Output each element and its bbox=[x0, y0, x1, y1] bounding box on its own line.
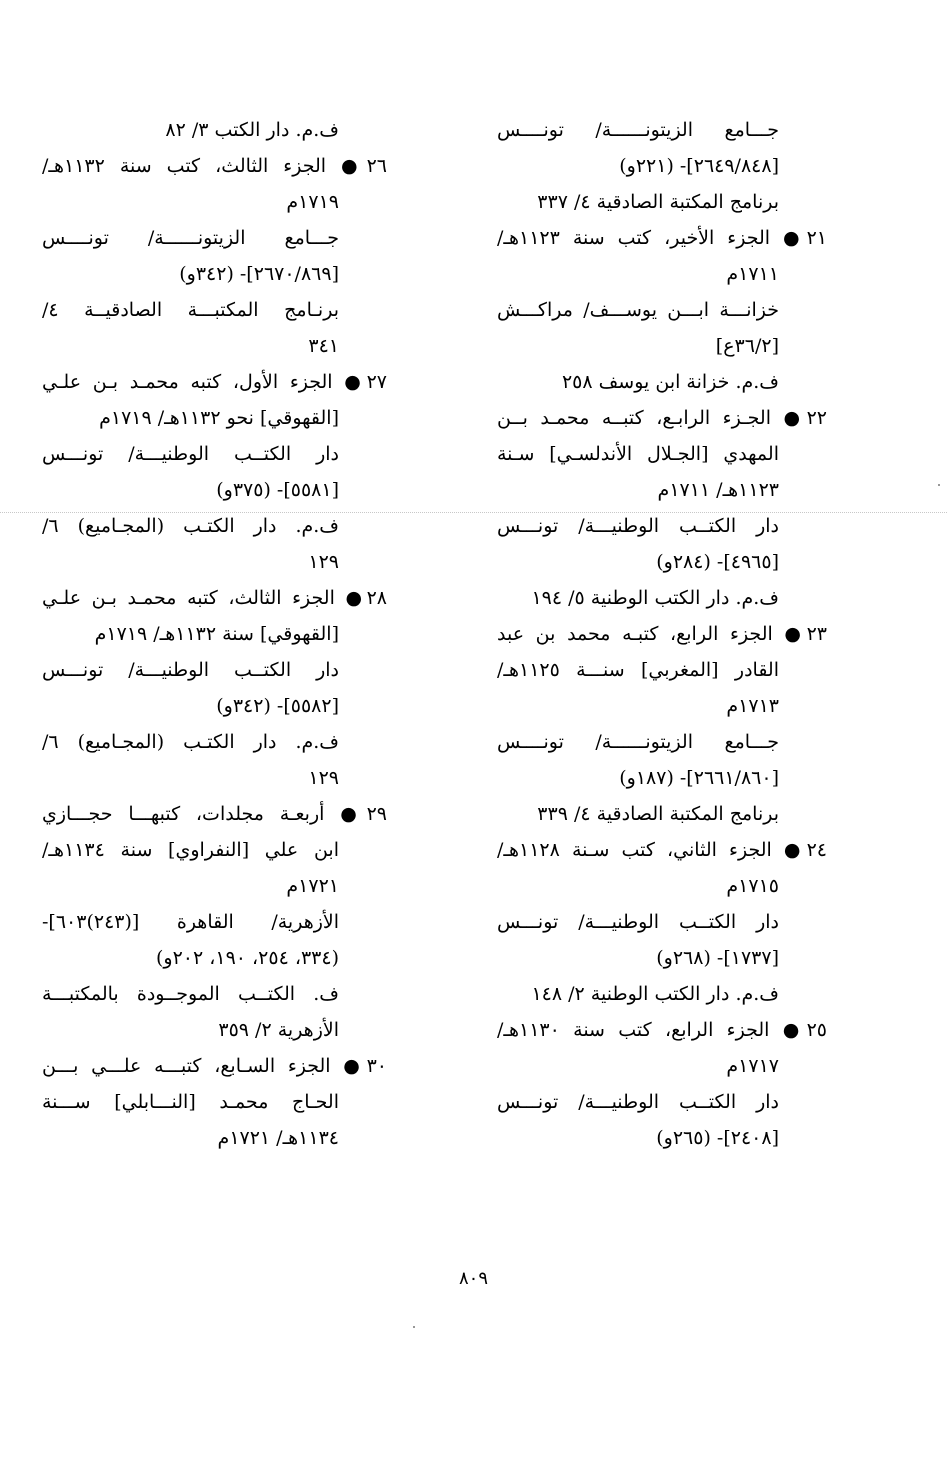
entry-line: القادر [المغربي] سنـــة ١١٢٥هـ/ bbox=[497, 659, 779, 681]
entry-line: ف.م. دار الكتـب (المجـاميع) ٦/ bbox=[42, 731, 339, 753]
entry-line: ١٢٩ bbox=[308, 551, 339, 573]
entry-heading-line: ٢٥● الجزء الرابع، كتب سنة ١١٣٠هـ/ bbox=[497, 1019, 827, 1041]
entry-line: دار الكتــب الوطنيـــة/ تونـــس bbox=[42, 443, 339, 465]
entry-line: (٣٣٤، ٢٥٤، ١٩٠، ٢٠٢و) bbox=[155, 947, 339, 969]
entry-line: [٢٦٤٩/٨٤٨]- (٢٢١و) bbox=[619, 155, 779, 177]
entry-heading-line: ٢١● الجزء الأخير، كتب سنة ١١٢٣هـ/ bbox=[497, 227, 827, 249]
entry-line: [٢٤٠٨]- (٢٦٥و) bbox=[656, 1127, 779, 1149]
entry-line: ٣٤١ bbox=[308, 335, 339, 357]
entry-line: [٣٦/٢ع] bbox=[715, 335, 779, 357]
entry-heading-line: ٢٩● أربعـة مجلدات، كتبهـــا حجـــازي bbox=[42, 803, 387, 825]
entry-heading-line: ٢٦● الجزء الثالث، كتب سنة ١١٣٢هـ/ bbox=[42, 155, 387, 177]
page-number: ٨٠٩ bbox=[458, 1268, 488, 1289]
entry-line: جـــامع الزيتونــــــة/ تونــــس bbox=[497, 731, 779, 753]
entry-line: ١٧١٥م bbox=[726, 875, 779, 897]
entry-line: [٥٥٨١]- (٣٧٥و) bbox=[216, 479, 339, 501]
scan-fold-line bbox=[0, 512, 947, 513]
entry-line: دار الكتــب الوطنيـــة/ تونـــس bbox=[42, 659, 339, 681]
right-column bbox=[497, 112, 827, 1156]
entry-line: جـــامع الزيتونــــــة/ تونــــس bbox=[497, 119, 779, 141]
entry-line: [٢٦٦١/٨٦٠]- (١٨٧و) bbox=[619, 767, 779, 789]
entry-line: ابن علي [النفراوي] سنة ١١٣٤هـ/ bbox=[42, 839, 339, 861]
entry-heading-line: ٢٣● الجزء الرابع، كتبـه محمد بن عبد bbox=[497, 623, 827, 645]
entry-line: ف.م. خزانة ابن يوسف ٢٥٨ bbox=[561, 371, 779, 393]
entry-line: جـــامع الزيتونــــــة/ تونــــس bbox=[42, 227, 339, 249]
entry-line: [القهوقي] سنة ١١٣٢هـ/ ١٧١٩م bbox=[94, 623, 339, 645]
entry-line: ١٧١٣م bbox=[726, 695, 779, 717]
entry-line: ١٧٢١م bbox=[286, 875, 339, 897]
entry-line: [القهوقي] نحو ١١٣٢هـ/ ١٧١٩م bbox=[99, 407, 339, 429]
entry-line: خزانـــة ابـــن يوســـف/ مراكـــش bbox=[497, 299, 779, 321]
left-column bbox=[42, 112, 387, 1156]
entry-heading-line: ٢٤● الجزء الثاني، كتب سـنة ١١٢٨هـ/ bbox=[497, 839, 827, 861]
entry-line: ١٧١١م bbox=[726, 263, 779, 285]
entry-line: [٢٦٧٠/٨٦٩]- (٣٤٢و) bbox=[179, 263, 339, 285]
entry-heading-line: ٢٨● الجزء الثالث، كتبه محمـد بـن علـي bbox=[42, 587, 387, 609]
entry-line: ١٢٩ bbox=[308, 767, 339, 789]
entry-line: ١١٢٣هـ/ ١٧١١م bbox=[657, 479, 779, 501]
entry-line: برنـامج المكتبـــة الصادقيــة ٤/ bbox=[42, 299, 339, 321]
entry-line: الحـاج محمـد [النـــابلي] ســـنة bbox=[42, 1091, 339, 1113]
entry-line: [٤٩٦٥]- (٢٨٤و) bbox=[656, 551, 779, 573]
scan-speck bbox=[938, 484, 940, 486]
entry-line: دار الكتــب الوطنيـــة/ تونـــس bbox=[497, 515, 779, 537]
entry-line: ١١٣٤هـ/ ١٧٢١م bbox=[217, 1127, 339, 1149]
entry-line: الأزهرية ٢/ ٣٥٩ bbox=[218, 1019, 339, 1041]
entry-line: دار الكتــب الوطنيـــة/ تونـــس bbox=[497, 911, 779, 933]
entry-line: [١٧٣٧]- (٢٦٨و) bbox=[656, 947, 779, 969]
entry-line: ف.م. دار الكتب ٣/ ٨٢ bbox=[165, 119, 339, 141]
entry-line: المهدي [الجـلال الأندلسـي] سـنة bbox=[497, 443, 779, 465]
entry-line: ف. الكتــب الموجــودة بالمكتبـــة bbox=[42, 983, 339, 1005]
entry-line: الأزهرية/ القاهرة [(٢٤٣)٦٠٣]- bbox=[42, 911, 339, 933]
entry-line: ١٧١٧م bbox=[726, 1055, 779, 1077]
entry-line: [٥٥٨٢]- (٣٤٢و) bbox=[216, 695, 339, 717]
entry-line: برنامج المكتبة الصادقية ٤/ ٣٣٧ bbox=[537, 191, 779, 213]
entry-line: ف.م. دار الكتب الوطنية ٥/ ١٩٤ bbox=[531, 587, 779, 609]
entry-line: ف.م. دار الكتب الوطنية ٢/ ١٤٨ bbox=[531, 983, 779, 1005]
scan-speck bbox=[413, 1326, 415, 1328]
entry-heading-line: ٢٢● الجـزء الرابـع، كتبــه محمـد بــن bbox=[497, 407, 827, 429]
entry-line: ١٧١٩م bbox=[286, 191, 339, 213]
entry-heading-line: ٣٠● الجزء السـابع، كتبـــه علـــي بـــن bbox=[42, 1055, 387, 1077]
entry-line: برنامج المكتبة الصادقية ٤/ ٣٣٩ bbox=[537, 803, 779, 825]
entry-heading-line: ٢٧● الجزء الأول، كتبه محمـد بـن علـي bbox=[42, 371, 387, 393]
entry-line: دار الكتــب الوطنيـــة/ تونـــس bbox=[497, 1091, 779, 1113]
entry-line: ف.م. دار الكتـب (المجـاميع) ٦/ bbox=[42, 515, 339, 537]
